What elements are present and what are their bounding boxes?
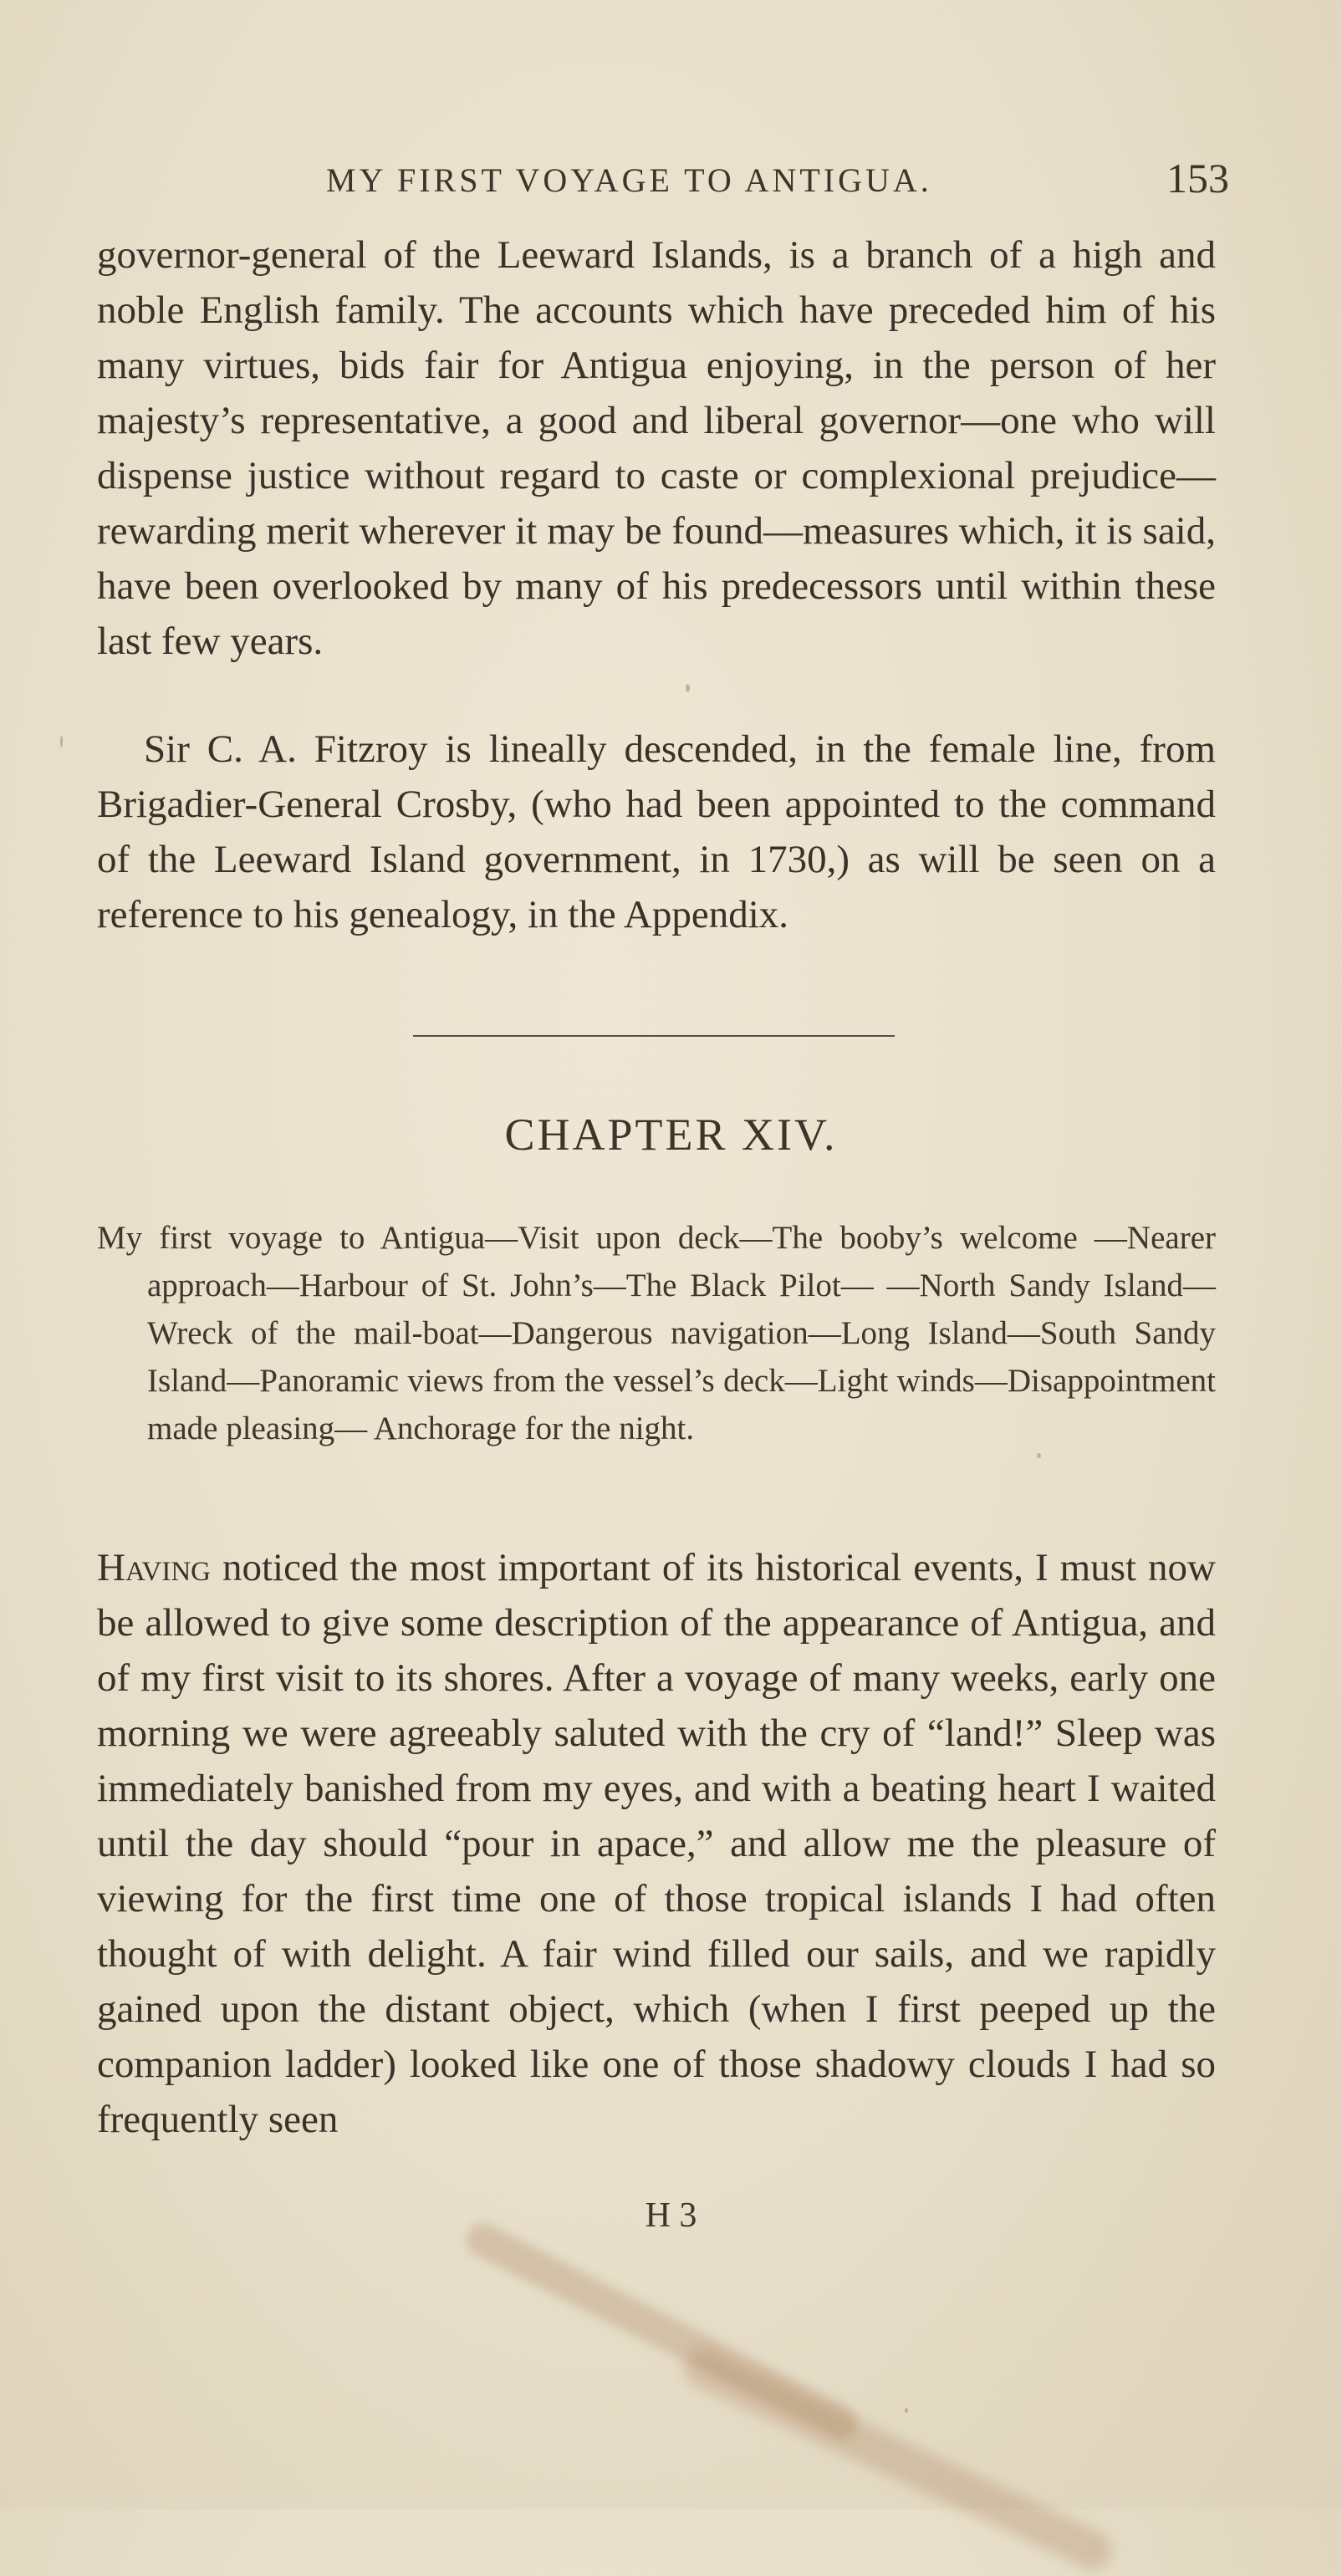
signature-mark: H 3 [645,2196,697,2235]
chapter-synopsis: My first voyage to Antigua—Visit upon deck—The booby’s welcome —Nearer approach—Harbour of St. John’s—The Black Pilot— —North Sandy Island—Wreck of the mail-boat—Dangerous navigation—Long Island—South Sandy Island—Panoramic views from the vessel’s deck—Light winds—Disappointment made pleasing— Anchorage for the night. [97,1220,1216,1446]
page-stain [677,2343,1118,2575]
paragraph-fitzroy: Sir C. A. Fitzroy is lineally descended, in the female line, from Brigadier-General Crosby, (who had been appointed to the command of the Leeward Island government, in 1730,) as will be seen on a reference to his genealogy, in the Appendix. [97,727,1216,936]
foxing-spot [1037,1453,1041,1458]
running-title: MY FIRST VOYAGE TO ANTIGUA. [326,161,932,199]
foxing-spot [686,684,690,692]
page-number: 153 [1166,155,1229,201]
foxing-spot [905,2408,908,2413]
opening-word: Having [97,1546,212,1589]
paragraph-voyage [97,1540,1216,2147]
section-divider [413,1035,895,1037]
running-head [326,154,1229,204]
paragraph-voyage-text: noticed the most important of its historical events, I must now be allowed to give some description of the appearance of Antigua, and of my first visit to its shores. After a voyage of many weeks, early one morning we were agreeably saluted with the cry of “land!” Sleep was immediately banished from my eyes, and with a beating heart I waited until the day should “pour in apace,” and allow me the pleasure of viewing for the first time one of those tropical islands I had often thought of with delight. A fair wind filled our sails, and we rapidly gained upon the distant object, which (when I first peeped up the companion ladder) looked like one of those shadowy clouds I had so frequently seen [97,1546,1216,2141]
foxing-spot [60,736,63,747]
chapter-heading: CHAPTER XIV. [504,1109,838,1160]
paragraph-governor: governor-general of the Leeward Islands, is a branch of a high and noble English family. The accounts which have preceded him of his many virtues, bids fair for Antigua enjoying, in the person of her majesty’s representative, a good and liberal governor—one who will dispense justice without regard to caste or complexional prejudice—rewarding merit wherever it may be found—measures which, it is said, have been overlooked by many of his predecessors until within these last few years. [97,233,1216,663]
